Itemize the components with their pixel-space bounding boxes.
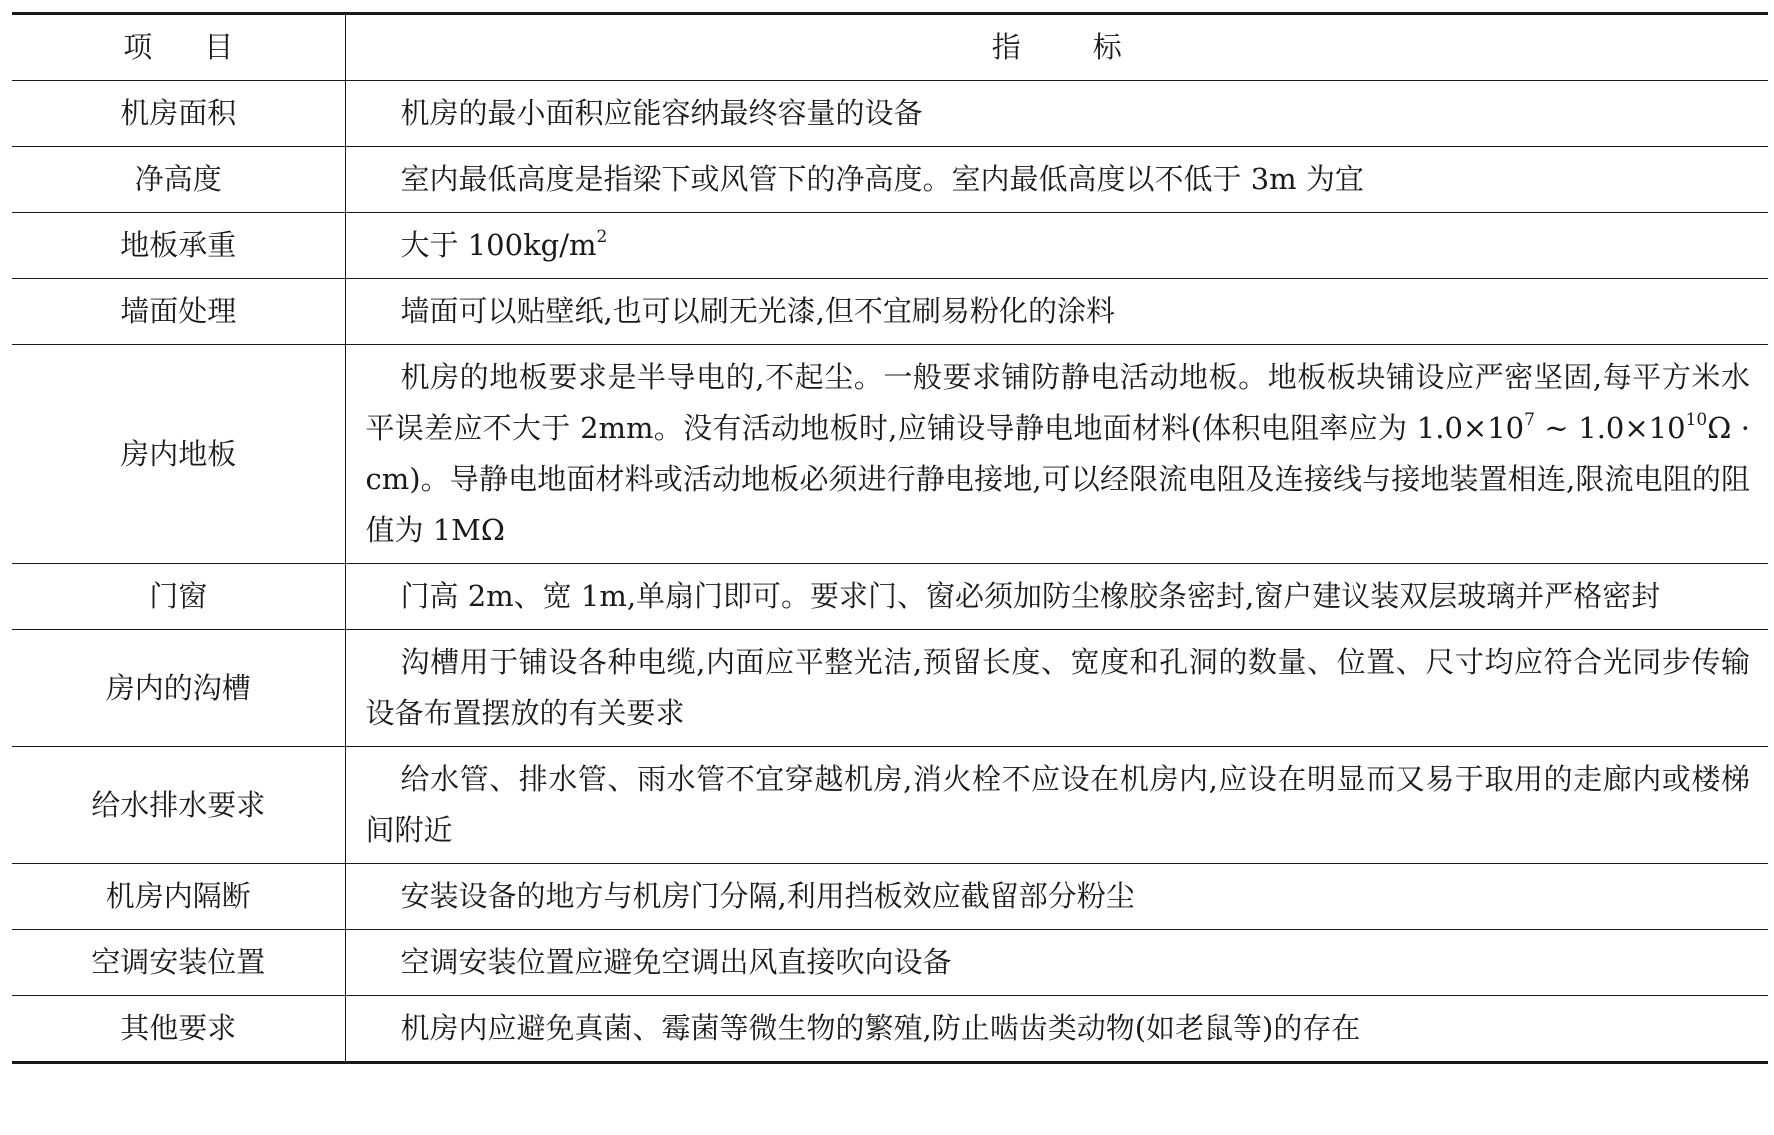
table-row [12, 930, 1768, 996]
header-row [12, 14, 1768, 81]
desc-text: ~ 1.0×10 [1534, 411, 1686, 445]
superscript: 2 [596, 227, 608, 247]
header-item: 项目 [12, 14, 345, 81]
table-row [12, 747, 1768, 864]
row-item: 给水排水要求 [12, 747, 345, 864]
row-desc: 沟槽用于铺设各种电缆,内面应平整光洁,预留长度、宽度和孔洞的数量、位置、尺寸均应符合光同步传输设备布置摆放的有关要求 [345, 630, 1768, 747]
table-row [12, 864, 1768, 930]
row-item: 空调安装位置 [12, 930, 345, 996]
row-desc: 门高 2m、宽 1m,单扇门即可。要求门、窗必须加防尘橡胶条密封,窗户建议装双层玻璃并严格密封 [345, 564, 1768, 630]
row-desc: 机房的最小面积应能容纳最终容量的设备 [345, 81, 1768, 147]
desc-text: 大于 100kg/m [400, 228, 597, 262]
row-desc: 安装设备的地方与机房门分隔,利用挡板效应截留部分粉尘 [345, 864, 1768, 930]
table-row [12, 630, 1768, 747]
row-desc: 机房内应避免真菌、霉菌等微生物的繁殖,防止啮齿类动物(如老鼠等)的存在 [345, 996, 1768, 1063]
table-row [12, 996, 1768, 1063]
table-row [12, 345, 1768, 564]
row-item: 地板承重 [12, 213, 345, 279]
row-desc: 空调安装位置应避免空调出风直接吹向设备 [345, 930, 1768, 996]
desc-text: Ω · cm)。导静电地面材料或活动地板必须进行静电接地,可以经限流电阻及连接线与接地装置相连,限流电阻的阻值为 1MΩ [365, 411, 1750, 547]
row-desc: 给水管、排水管、雨水管不宜穿越机房,消火栓不应设在机房内,应设在明显而又易于取用的走廊内或楼梯间附近 [345, 747, 1768, 864]
table-row [12, 213, 1768, 279]
row-item: 房内地板 [12, 345, 345, 564]
table-row [12, 81, 1768, 147]
row-item: 门窗 [12, 564, 345, 630]
table-row [12, 564, 1768, 630]
desc-text: 机房的地板要求是半导电的,不起尘。一般要求铺防静电活动地板。地板板块铺设应严密坚固,每平方米水平误差应不大于 2mm。没有活动地板时,应铺设导静电地面材料(体积电阻率应为 1.0×10 [365, 360, 1750, 445]
row-desc [345, 345, 1768, 564]
header-indicator: 指标 [345, 14, 1768, 81]
superscript: 10 [1685, 410, 1708, 430]
row-item: 机房内隔断 [12, 864, 345, 930]
row-desc [345, 213, 1768, 279]
row-desc: 室内最低高度是指梁下或风管下的净高度。室内最低高度以不低于 3m 为宜 [345, 147, 1768, 213]
table-row [12, 147, 1768, 213]
row-desc: 墙面可以贴壁纸,也可以刷无光漆,但不宜刷易粉化的涂料 [345, 279, 1768, 345]
spec-table [12, 12, 1768, 1064]
table-row [12, 279, 1768, 345]
row-item: 房内的沟槽 [12, 630, 345, 747]
row-item: 净高度 [12, 147, 345, 213]
row-item: 其他要求 [12, 996, 345, 1063]
superscript: 7 [1524, 410, 1535, 430]
row-item: 机房面积 [12, 81, 345, 147]
row-item: 墙面处理 [12, 279, 345, 345]
